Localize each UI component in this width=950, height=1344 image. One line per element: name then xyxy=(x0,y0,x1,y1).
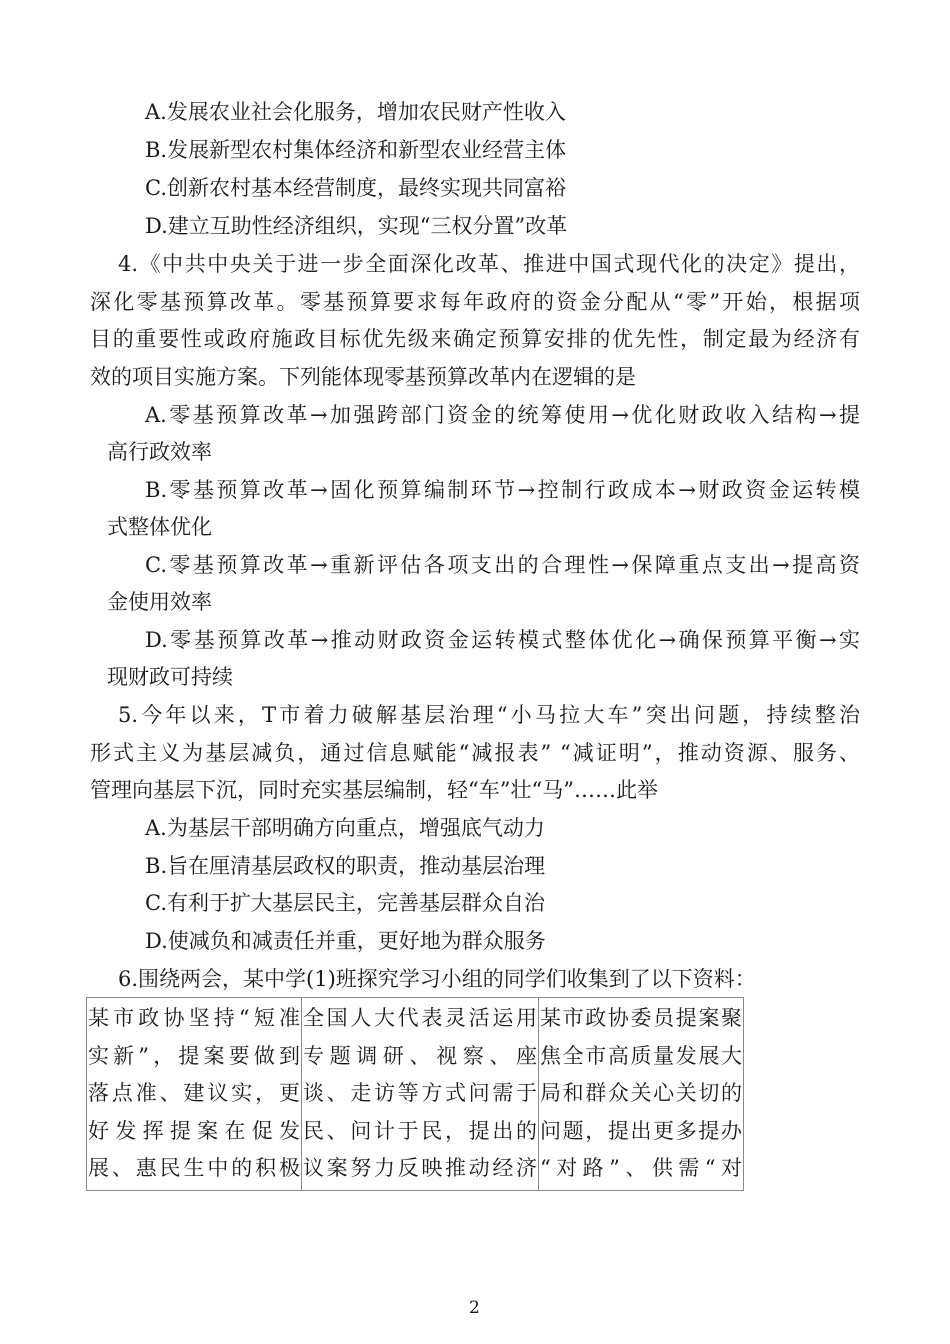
q4-option-c-cont: 金使用效率 xyxy=(107,590,212,614)
cell-line: 谈、走访等方式问需于 xyxy=(303,1081,537,1105)
q4-option-d: D.零基预算改革→推动财政资金运转模式整体优化→确保预算平衡→实 xyxy=(145,628,860,652)
q4-stem-line: 4.《中共中央关于进一步全面深化改革、推进中国式现代化的决定》提出， xyxy=(118,252,860,276)
cell-line: 某市政协坚持“短准 xyxy=(88,1006,300,1030)
cell-line: 好发挥提案在促发 xyxy=(88,1118,300,1143)
table-cell-material-1 xyxy=(87,998,302,1191)
q3-option-a: A.发展农业社会化服务，增加农民财产性收入 xyxy=(145,100,566,124)
cell-line: 实新”，提案要做到 xyxy=(88,1043,300,1068)
q3-option-c: C.创新农村基本经营制度，最终实现共同富裕 xyxy=(145,176,566,200)
q4-option-a: A.零基预算改革→加强跨部门资金的统筹使用→优化财政收入结构→提 xyxy=(145,403,860,427)
q4-stem-line: 效的项目实施方案。下列能体现零基预算改革内在逻辑的是 xyxy=(90,365,636,389)
q5-option-c: C.有利于扩大基层民主，完善基层群众自治 xyxy=(145,891,545,915)
q6-stem: 6.围绕两会，某中学(1)班探究学习小组的同学们收集到了以下资料： xyxy=(118,967,756,991)
cell-line: 专题调研、视察、座 xyxy=(303,1043,537,1068)
table-cell-material-2 xyxy=(302,998,539,1191)
cell-line: 展、惠民生中的积极 xyxy=(88,1156,300,1180)
q3-option-d: D.建立互助性经济组织，实现“三权分置”改革 xyxy=(145,214,568,238)
page-number: 2 xyxy=(469,1298,480,1318)
q5-option-b: B.旨在厘清基层政权的职责，推动基层治理 xyxy=(145,854,546,878)
q4-option-a-cont: 高行政效率 xyxy=(107,440,212,464)
cell-line: 议案努力反映推动经济 xyxy=(303,1156,537,1180)
q5-option-d: D.使减负和减责任并重，更好地为群众服务 xyxy=(145,929,546,953)
q3-option-b: B.发展新型农村集体经济和新型农业经营主体 xyxy=(145,138,567,162)
q6-materials-table xyxy=(86,997,744,1191)
cell-line: 落点准、建议实，更 xyxy=(88,1081,300,1105)
q4-option-d-cont: 现财政可持续 xyxy=(107,665,233,689)
q5-stem-line: 管理向基层下沉，同时充实基层编制，轻“车”壮“马”……此举 xyxy=(90,778,658,802)
q4-stem-line: 目的重要性或政府施政目标优先级来确定预算安排的优先性，制定最为经济有 xyxy=(90,327,860,351)
q5-stem-line: 形式主义为基层减负，通过信息赋能“减报表” “减证明”，推动资源、服务、 xyxy=(90,741,860,765)
q4-option-b-cont: 式整体优化 xyxy=(107,515,212,539)
cell-line: 焦全市高质量发展大 xyxy=(540,1043,742,1068)
q4-option-b: B.零基预算改革→固化预算编制环节→控制行政成本→财政资金运转模 xyxy=(145,478,860,502)
q5-stem-line: 5.今年以来，T市着力破解基层治理“小马拉大车”突出问题，持续整治 xyxy=(118,703,860,727)
q4-stem-line: 深化零基预算改革。零基预算要求每年政府的资金分配从“零”开始，根据项 xyxy=(90,290,860,314)
cell-line: 民、问计于民，提出的 xyxy=(303,1118,537,1143)
q4-option-c: C.零基预算改革→重新评估各项支出的合理性→保障重点支出→提高资 xyxy=(145,553,860,577)
cell-line: 全国人大代表灵活运用 xyxy=(303,1006,537,1030)
cell-line: “对路”、供需“对 xyxy=(540,1156,742,1180)
q5-option-a: A.为基层干部明确方向重点，增强底气动力 xyxy=(145,816,545,840)
cell-line: 某市政协委员提案聚 xyxy=(540,1006,742,1030)
cell-line: 局和群众关心关切的 xyxy=(540,1081,742,1105)
cell-line: 问题，提出更多提办 xyxy=(540,1118,742,1143)
table-row xyxy=(87,998,744,1191)
table-cell-material-3 xyxy=(539,998,744,1191)
